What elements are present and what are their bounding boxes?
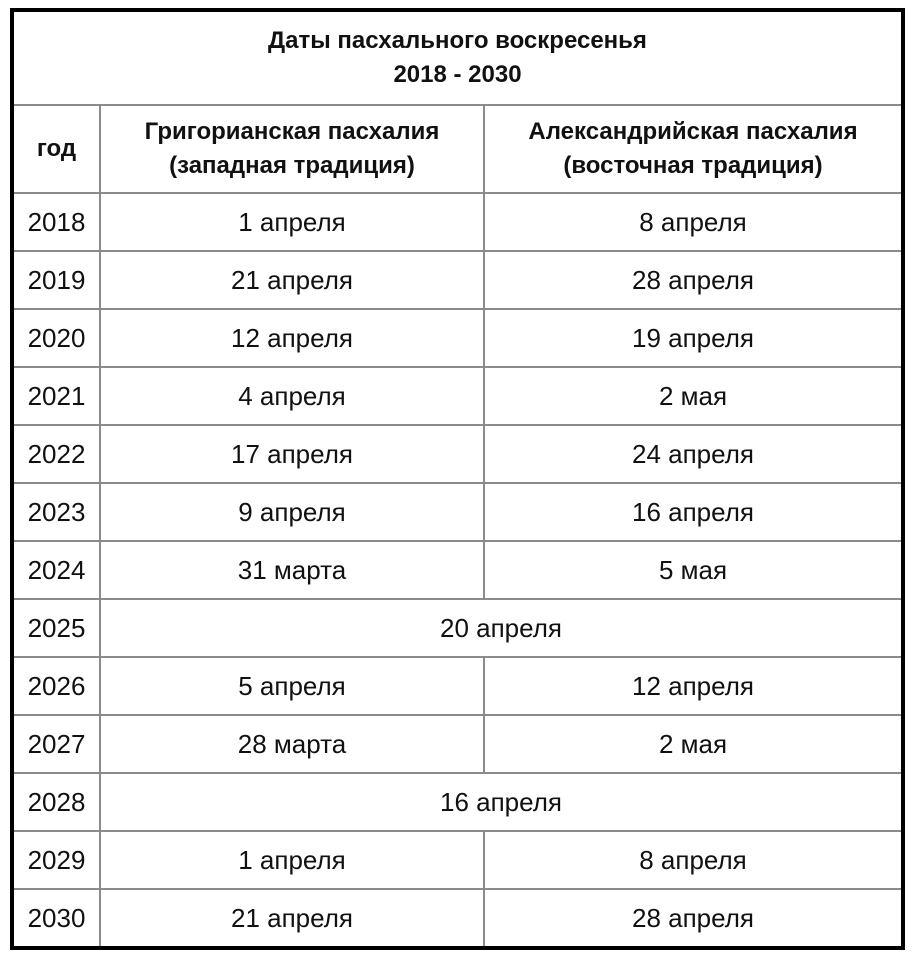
header-alexandrian-line2: (восточная традиция) xyxy=(563,152,823,179)
alexandrian-date-cell: 24 апреля xyxy=(484,425,901,483)
year-cell: 2029 xyxy=(14,831,100,889)
gregorian-date-cell: 1 апреля xyxy=(100,193,484,251)
alexandrian-date-cell: 19 апреля xyxy=(484,309,901,367)
table-title xyxy=(14,12,901,105)
alexandrian-date-cell: 12 апреля xyxy=(484,657,901,715)
alexandrian-date-cell: 8 апреля xyxy=(484,831,901,889)
gregorian-date-cell: 4 апреля xyxy=(100,367,484,425)
table-row xyxy=(14,715,901,773)
easter-dates-table xyxy=(14,12,901,946)
gregorian-date-cell: 12 апреля xyxy=(100,309,484,367)
gregorian-date-cell: 21 апреля xyxy=(100,889,484,946)
gregorian-date-cell: 9 апреля xyxy=(100,483,484,541)
year-cell: 2022 xyxy=(14,425,100,483)
table-title-text: Даты пасхального воскресенья xyxy=(268,27,647,54)
table-row xyxy=(14,541,901,599)
table-row xyxy=(14,425,901,483)
gregorian-date-cell: 1 апреля xyxy=(100,831,484,889)
table-row xyxy=(14,309,901,367)
alexandrian-date-cell: 16 апреля xyxy=(484,483,901,541)
header-year xyxy=(14,105,100,193)
table-row xyxy=(14,483,901,541)
table-row xyxy=(14,773,901,831)
gregorian-date-cell: 5 апреля xyxy=(100,657,484,715)
year-cell: 2020 xyxy=(14,309,100,367)
year-cell: 2019 xyxy=(14,251,100,309)
header-alexandrian xyxy=(484,105,901,193)
easter-dates-table-frame xyxy=(10,8,905,950)
header-alexandrian-line1: Александрийская пасхалия xyxy=(528,118,858,145)
gregorian-date-cell: 21 апреля xyxy=(100,251,484,309)
alexandrian-date-cell: 8 апреля xyxy=(484,193,901,251)
year-cell: 2021 xyxy=(14,367,100,425)
table-row xyxy=(14,367,901,425)
year-cell: 2027 xyxy=(14,715,100,773)
alexandrian-date-cell: 28 апреля xyxy=(484,251,901,309)
header-gregorian-line2: (западная традиция) xyxy=(169,152,415,179)
table-row xyxy=(14,251,901,309)
year-cell: 2018 xyxy=(14,193,100,251)
alexandrian-date-cell: 2 мая xyxy=(484,715,901,773)
table-row xyxy=(14,831,901,889)
gregorian-date-cell: 17 апреля xyxy=(100,425,484,483)
year-cell: 2024 xyxy=(14,541,100,599)
gregorian-date-cell: 28 марта xyxy=(100,715,484,773)
alexandrian-date-cell: 5 мая xyxy=(484,541,901,599)
alexandrian-date-cell: 2 мая xyxy=(484,367,901,425)
alexandrian-date-cell: 28 апреля xyxy=(484,889,901,946)
table-row xyxy=(14,599,901,657)
year-cell: 2025 xyxy=(14,599,100,657)
gregorian-date-cell: 31 марта xyxy=(100,541,484,599)
header-gregorian xyxy=(100,105,484,193)
year-cell: 2026 xyxy=(14,657,100,715)
table-row xyxy=(14,889,901,946)
year-cell: 2023 xyxy=(14,483,100,541)
year-cell: 2030 xyxy=(14,889,100,946)
shared-date-cell: 16 апреля xyxy=(100,773,901,831)
header-year-label: год xyxy=(36,135,77,162)
table-subtitle-text: 2018 - 2030 xyxy=(393,61,522,88)
header-gregorian-line1: Григорианская пасхалия xyxy=(144,118,440,145)
year-cell: 2028 xyxy=(14,773,100,831)
table-row xyxy=(14,657,901,715)
table-row xyxy=(14,193,901,251)
shared-date-cell: 20 апреля xyxy=(100,599,901,657)
